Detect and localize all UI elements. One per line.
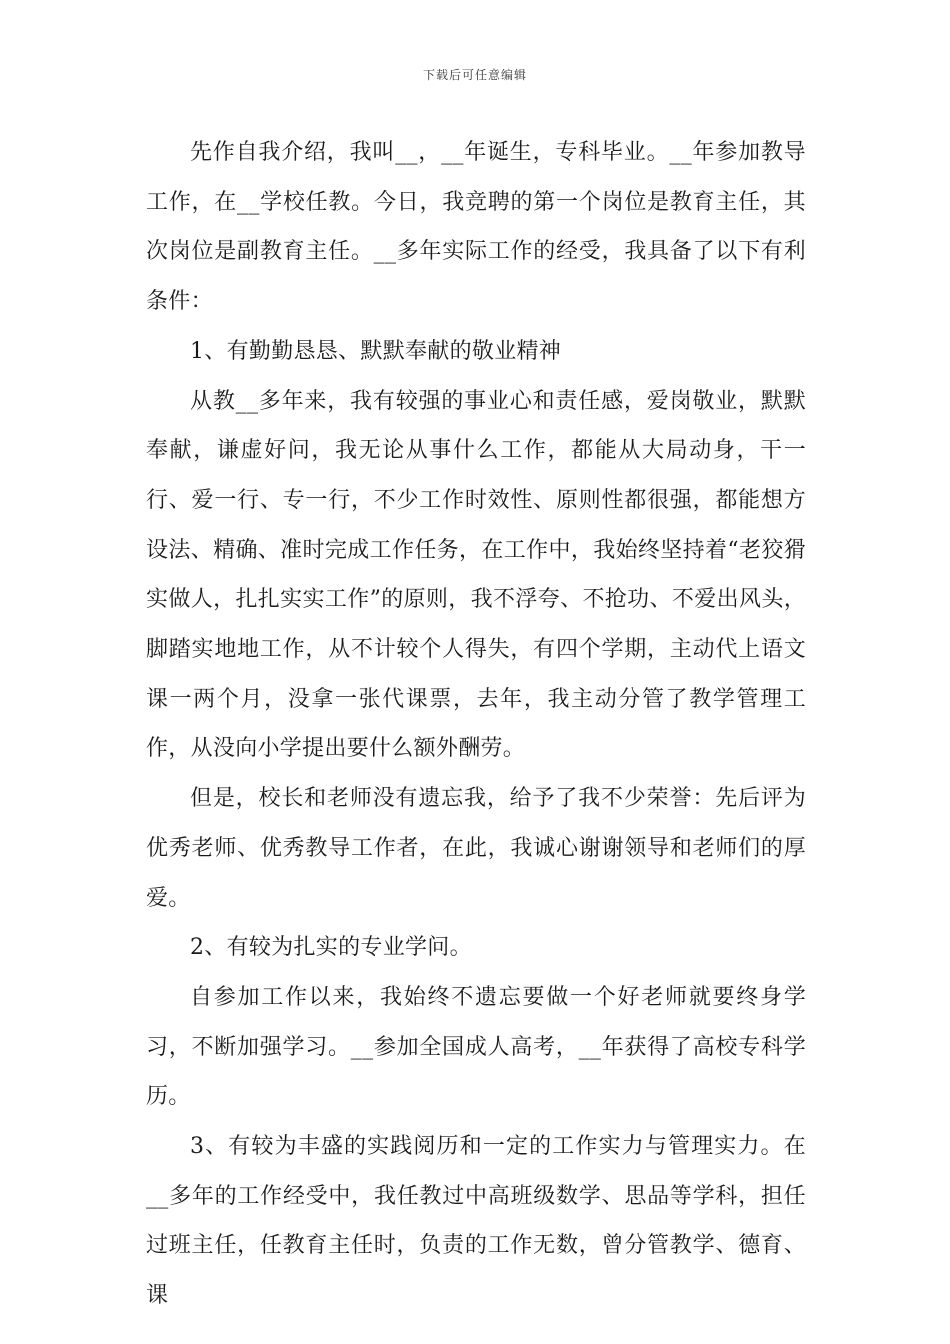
paragraph-knowledge: 自参加工作以来，我始终不遗忘要做一个好老师就要终身学习，不断加强学习。__参加全国成人高考，__年获得了高校专科学历。 (146, 984, 806, 1110)
heading-knowledge: 2、有较为扎实的专业学问。 (190, 935, 472, 961)
paragraph-introduction: 先作自我介绍，我叫__，__年诞生，专科毕业。__年参加教导工作，在__学校任教。今日，我竞聘的第一个岗位是教育主任，其次岗位是副教育主任。__多年实际工作的经受，我具备了以下有利条件： (146, 140, 806, 315)
heading-dedication: 1、有勤勤恳恳、默默奉献的敬业精神 (190, 338, 562, 364)
paragraph-dedication: 从教__多年来，我有较强的事业心和责任感，爱岗敬业，默默奉献，谦虚好问，我无论从事什么工作，都能从大局动身，干一行、爱一行、专一行，不少工作时效性、原则性都很强，都能想方设法、精确、准时完成工作任务，在工作中，我始终坚持着“老狡猾实做人，扎扎实实工作”的原则，我不浮夸、不抢功、不爱出风头，脚踏实地地工作，从不计较个人得失，有四个学期，主动代上语文课一两个月，没拿一张代课票，去年，我主动分管了教学管理工作，从没向小学提出要什么额外酬劳。 (146, 388, 806, 762)
paragraph-experience: 3、有较为丰盛的实践阅历和一定的工作实力与管理实力。在__多年的工作经受中，我任教过中高班级数学、思品等学科，担任过班主任，任教育主任时，负责的工作无数，曾分管教学、德育、课 (146, 1134, 806, 1309)
header-note: 下载后可任意编辑 (422, 68, 527, 82)
document-body (146, 128, 806, 1321)
paragraph-honors: 但是，校长和老师没有遗忘我，给予了我不少荣誉：先后评为优秀老师、优秀教导工作者，在此，我诚心谢谢领导和老师们的厚爱。 (146, 786, 806, 911)
